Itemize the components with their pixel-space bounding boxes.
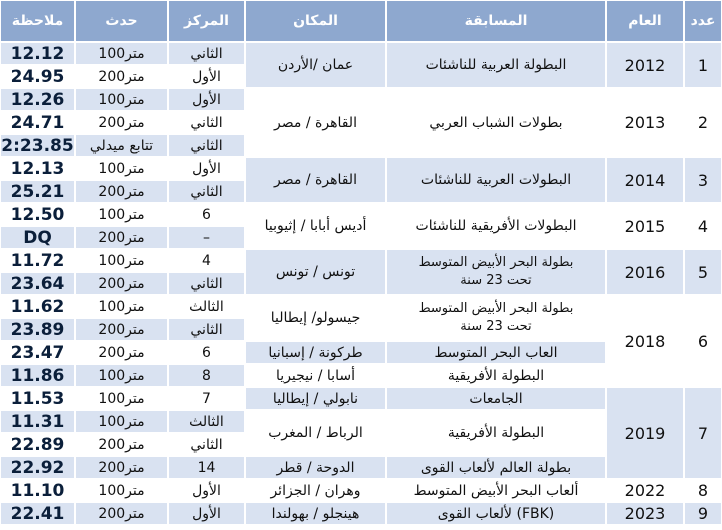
place-cell — [245, 88, 386, 157]
mark-cell — [0, 203, 75, 226]
number-cell-text: 8 — [697, 481, 709, 500]
mark-cell — [0, 134, 75, 157]
header-place-text: المكان — [293, 13, 338, 29]
mark-cell-text: 23.47 — [10, 342, 65, 363]
place-cell-text: وهران / الجزائر — [270, 482, 361, 499]
number-cell-text: 4 — [697, 216, 709, 236]
competition-cell — [386, 157, 606, 203]
competition-cell — [386, 295, 606, 341]
mark-cell-text: 11.10 — [10, 480, 65, 501]
competition-cell — [386, 479, 606, 502]
mark-cell — [0, 180, 75, 203]
place-cell — [245, 502, 386, 525]
event-cell-text: 100متر — [98, 91, 145, 108]
place-cell — [245, 295, 386, 341]
event-cell — [75, 180, 168, 203]
position-cell — [168, 318, 245, 341]
year-cell-text: 2013 — [624, 113, 666, 132]
event-cell-text: 100متر — [98, 160, 145, 177]
year-cell-text: 2023 — [624, 504, 666, 523]
mark-cell — [0, 157, 75, 180]
mark-cell-text: 11.72 — [10, 250, 65, 271]
place-cell-text: نابولي / إيطاليا — [272, 390, 359, 407]
place-cell-text: تونس / تونس — [275, 264, 356, 280]
position-cell — [168, 295, 245, 318]
competition-cell — [386, 387, 606, 410]
mark-cell-text: 11.31 — [10, 411, 65, 432]
mark-cell — [0, 502, 75, 525]
position-cell-text: الأول — [192, 91, 221, 108]
mark-cell — [0, 318, 75, 341]
competition-cell-text: البطولة الأفريقية — [447, 425, 545, 441]
mark-cell — [0, 226, 75, 249]
header-event — [75, 0, 168, 42]
position-cell — [168, 249, 245, 272]
mark-cell-text: 23.89 — [10, 319, 65, 340]
position-cell — [168, 111, 245, 134]
position-cell-text: 8 — [202, 367, 211, 384]
place-cell — [245, 456, 386, 479]
position-cell-text: الأول — [192, 505, 221, 522]
event-cell-text: 200متر — [98, 321, 145, 338]
position-cell-text: الثالث — [189, 413, 224, 430]
position-cell-text: الثالث — [189, 298, 224, 315]
year-cell — [606, 157, 684, 203]
position-cell — [168, 433, 245, 456]
place-cell-text: القاهرة / مصر — [274, 114, 357, 131]
mark-cell-text: 12.12 — [10, 43, 65, 64]
competition-cell-text: بطولات الشباب العربي — [429, 114, 563, 131]
event-cell-text: 100متر — [98, 367, 145, 384]
position-cell — [168, 364, 245, 387]
competition-cell-text: الجامعات — [469, 390, 523, 407]
year-cell — [606, 479, 684, 502]
event-cell — [75, 65, 168, 88]
place-cell-text: عمان /الأردن — [277, 57, 354, 73]
number-cell — [684, 387, 722, 479]
mark-cell — [0, 249, 75, 272]
competition-cell — [386, 341, 606, 364]
place-cell — [245, 364, 386, 387]
header-note-text: ملاحظة — [11, 13, 64, 29]
number-cell-text: 7 — [697, 423, 709, 443]
event-cell-text: 100متر — [98, 482, 145, 499]
year-cell-text: 2012 — [624, 55, 666, 75]
competition-cell-text: لألعاب القوى (FBK) — [437, 505, 555, 522]
year-cell-text: 2016 — [624, 262, 666, 282]
mark-cell-text: 11.86 — [10, 365, 65, 386]
year-cell — [606, 502, 684, 525]
competition-cell — [386, 249, 606, 295]
event-cell-text: 100متر — [98, 298, 145, 315]
number-cell — [684, 203, 722, 249]
header-number-text: عدد — [690, 13, 716, 29]
mark-cell — [0, 456, 75, 479]
position-cell-text: الثاني — [190, 275, 223, 292]
event-cell — [75, 341, 168, 364]
header-position — [168, 0, 245, 42]
mark-cell — [0, 295, 75, 318]
position-cell — [168, 203, 245, 226]
competition-cell-text: البطولات الأفريقية للناشئات — [415, 218, 577, 234]
event-cell — [75, 502, 168, 525]
position-cell-text: الثاني — [190, 137, 223, 154]
event-cell — [75, 410, 168, 433]
place-cell — [245, 157, 386, 203]
position-cell — [168, 479, 245, 502]
event-cell — [75, 272, 168, 295]
header-event-text: حدث — [105, 13, 138, 29]
place-cell-text: الرباط / المغرب — [268, 425, 363, 441]
competition-cell — [386, 42, 606, 88]
number-cell — [684, 295, 722, 387]
header-place — [245, 0, 386, 42]
mark-cell — [0, 364, 75, 387]
number-cell-text: 6 — [697, 331, 709, 351]
event-cell-text: 200متر — [98, 229, 145, 246]
place-cell — [245, 479, 386, 502]
mark-cell-text: 22.92 — [10, 457, 65, 478]
position-cell-text: الأول — [192, 68, 221, 85]
position-cell-text: 14 — [197, 459, 216, 476]
place-cell — [245, 410, 386, 456]
competition-cell — [386, 88, 606, 157]
event-cell-text: 200متر — [98, 436, 145, 453]
position-cell — [168, 456, 245, 479]
event-cell — [75, 157, 168, 180]
mark-cell-text: 12.26 — [10, 89, 65, 110]
position-cell — [168, 341, 245, 364]
event-cell — [75, 295, 168, 318]
number-cell-text: 9 — [697, 504, 709, 523]
position-cell-text: الأول — [192, 482, 221, 499]
event-cell — [75, 42, 168, 65]
competition-cell-text: البطولة الأفريقية — [447, 367, 545, 384]
position-cell-text: 7 — [202, 390, 211, 407]
header-competition — [386, 0, 606, 42]
mark-cell — [0, 65, 75, 88]
year-cell-text: 2015 — [624, 216, 666, 236]
mark-cell-text: DQ — [23, 227, 52, 248]
place-cell-text: أسابا / نيجيريا — [276, 367, 355, 384]
year-cell-text: 2022 — [624, 481, 666, 500]
position-cell-text: – — [203, 229, 210, 246]
event-cell-text: 100متر — [98, 390, 145, 407]
mark-cell — [0, 111, 75, 134]
event-cell-text: 200متر — [98, 459, 145, 476]
mark-cell — [0, 387, 75, 410]
header-year — [606, 0, 684, 42]
event-cell-text: 200متر — [98, 505, 145, 522]
event-cell-text: 200متر — [98, 68, 145, 85]
mark-cell — [0, 433, 75, 456]
mark-cell-text: 22.41 — [10, 503, 65, 524]
year-cell — [606, 203, 684, 249]
mark-cell-text: 12.13 — [10, 158, 65, 179]
event-cell — [75, 479, 168, 502]
mark-cell-text: 23.64 — [10, 273, 65, 294]
competition-cell-text: بطولة البحر الأبيض المتوسط تحت 23 سنة — [418, 301, 574, 334]
event-cell — [75, 226, 168, 249]
event-cell — [75, 433, 168, 456]
year-cell-text: 2014 — [624, 170, 666, 190]
year-cell — [606, 387, 684, 479]
place-cell-text: أديس أبابا / إثيوبيا — [264, 218, 367, 234]
place-cell — [245, 387, 386, 410]
position-cell-text: الثاني — [190, 114, 223, 131]
competition-cell-text: بطولة العالم لألعاب القوى — [420, 459, 572, 476]
mark-cell — [0, 42, 75, 65]
year-cell — [606, 249, 684, 295]
competition-cell-text: البطولة العربية للناشئات — [425, 57, 567, 73]
place-cell-text: جيسولو/ إيطاليا — [270, 310, 361, 326]
number-cell-text: 1 — [697, 55, 709, 75]
place-cell-text: الدوحة / قطر — [276, 459, 355, 476]
number-cell-text: 3 — [697, 170, 709, 190]
mark-cell — [0, 410, 75, 433]
number-cell — [684, 479, 722, 502]
year-cell — [606, 295, 684, 387]
place-cell-text: القاهرة / مصر — [274, 172, 357, 188]
event-cell — [75, 318, 168, 341]
place-cell-text: هينجلو / بهولندا — [271, 505, 360, 522]
event-cell — [75, 387, 168, 410]
place-cell — [245, 249, 386, 295]
competition-cell-text: العاب البحر المتوسط — [434, 344, 558, 361]
mark-cell-text: 11.62 — [10, 296, 65, 317]
position-cell — [168, 387, 245, 410]
mark-cell-text: 22.89 — [10, 434, 65, 455]
event-cell-text: 200متر — [98, 183, 145, 200]
mark-cell-text: 25.21 — [10, 181, 65, 202]
position-cell — [168, 502, 245, 525]
number-cell — [684, 249, 722, 295]
event-cell-text: 200متر — [98, 344, 145, 361]
event-cell-text: 100متر — [98, 206, 145, 223]
year-cell-text: 2018 — [624, 331, 666, 351]
header-position-text: المركز — [183, 13, 229, 29]
position-cell — [168, 410, 245, 433]
position-cell-text: الأول — [192, 160, 221, 177]
mark-cell — [0, 88, 75, 111]
event-cell — [75, 88, 168, 111]
place-cell — [245, 203, 386, 249]
header-number — [684, 0, 722, 42]
number-cell-text: 2 — [697, 113, 709, 132]
mark-cell-text: 11.53 — [10, 388, 65, 409]
competition-cell — [386, 364, 606, 387]
year-cell — [606, 88, 684, 157]
event-cell — [75, 456, 168, 479]
event-cell — [75, 134, 168, 157]
event-cell — [75, 111, 168, 134]
place-cell-text: طركونة / إسبانيا — [268, 344, 363, 361]
position-cell — [168, 134, 245, 157]
position-cell — [168, 180, 245, 203]
competition-cell-text: ألعاب البحر الأبيض المتوسط — [413, 482, 579, 499]
competition-cell — [386, 502, 606, 525]
number-cell — [684, 88, 722, 157]
header-note — [0, 0, 75, 42]
position-cell — [168, 88, 245, 111]
competition-cell — [386, 203, 606, 249]
mark-cell-text: 24.95 — [10, 66, 65, 87]
competition-cell — [386, 410, 606, 456]
mark-cell — [0, 479, 75, 502]
position-cell — [168, 65, 245, 88]
event-cell-text: 200متر — [98, 114, 145, 131]
position-cell-text: 6 — [202, 206, 211, 223]
event-cell-text: 100متر — [98, 45, 145, 62]
mark-cell — [0, 341, 75, 364]
number-cell-text: 5 — [697, 262, 709, 282]
competition-cell — [386, 456, 606, 479]
number-cell — [684, 157, 722, 203]
position-cell-text: الثاني — [190, 321, 223, 338]
position-cell — [168, 226, 245, 249]
competition-cell-text: بطولة البحر الأبيض المتوسط تحت 23 سنة — [418, 255, 574, 288]
place-cell — [245, 341, 386, 364]
position-cell-text: 6 — [202, 344, 211, 361]
position-cell — [168, 272, 245, 295]
event-cell-text: 100متر — [98, 252, 145, 269]
place-cell — [245, 42, 386, 88]
event-cell-text: 100متر — [98, 413, 145, 430]
position-cell-text: 4 — [202, 252, 211, 269]
mark-cell-text: 2:23.85 — [1, 135, 74, 156]
position-cell — [168, 157, 245, 180]
position-cell-text: الثاني — [190, 183, 223, 200]
position-cell-text: الثاني — [190, 436, 223, 453]
competition-cell-text: البطولات العربية للناشئات — [420, 172, 572, 188]
number-cell — [684, 502, 722, 525]
mark-cell-text: 24.71 — [10, 112, 65, 133]
year-cell-text: 2019 — [624, 423, 666, 443]
mark-cell — [0, 272, 75, 295]
position-cell-text: الثاني — [190, 45, 223, 62]
number-cell — [684, 42, 722, 88]
header-year-text: العام — [628, 13, 662, 29]
position-cell — [168, 42, 245, 65]
event-cell — [75, 249, 168, 272]
event-cell-text: 200متر — [98, 275, 145, 292]
event-cell — [75, 364, 168, 387]
event-cell — [75, 203, 168, 226]
year-cell — [606, 42, 684, 88]
header-competition-text: المسابقة — [464, 13, 528, 29]
event-cell-text: تتابع ميدلي — [89, 137, 154, 154]
mark-cell-text: 12.50 — [10, 204, 65, 225]
